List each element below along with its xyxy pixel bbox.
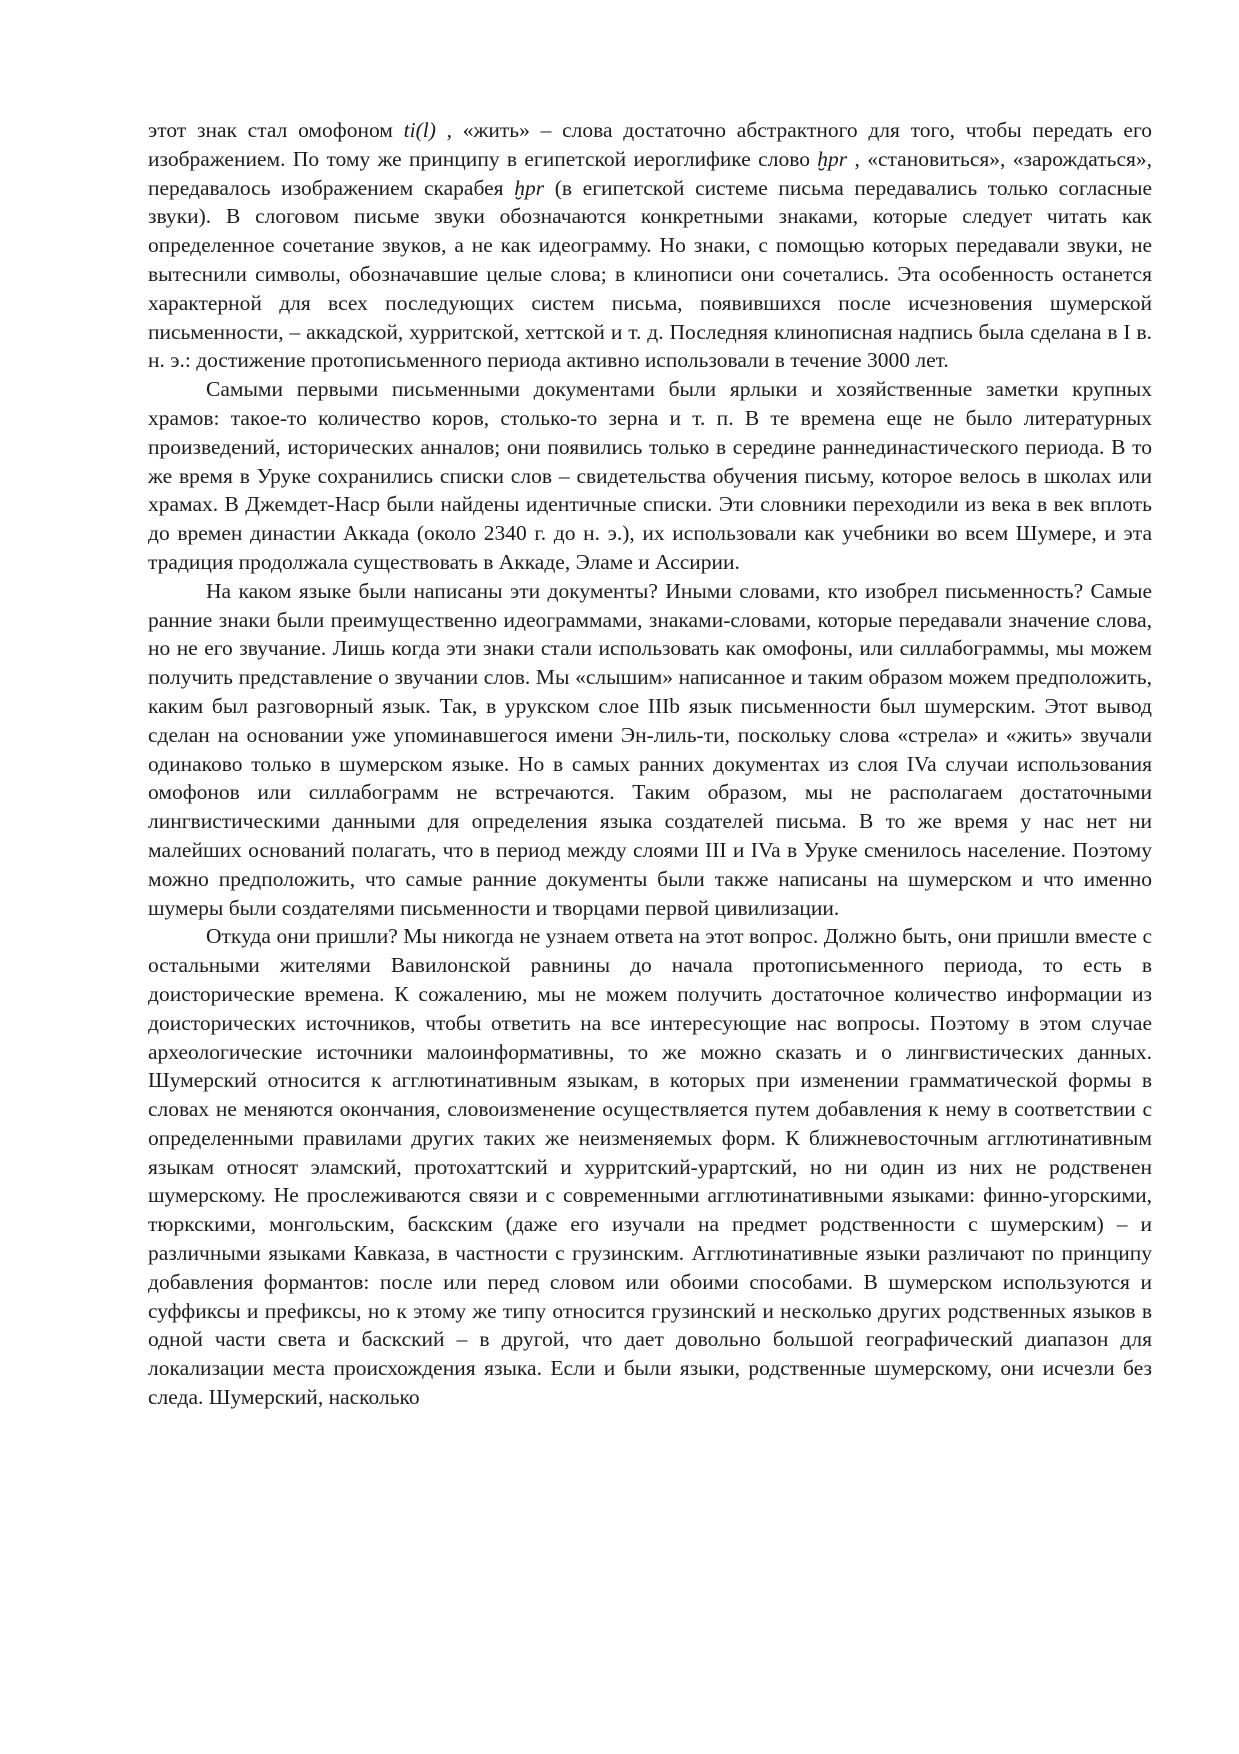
text-segment: На каком языке были написаны эти документы? Иными словами, кто изобрел письменность? Самые ранние знаки были преимущественно идеограммами, знаками-словами, которые передавали значение слова, но не его звучание. Лишь когда эти знаки стали использовать как омофоны, или силлабограммы, мы можем получить представление о звучании слов. Мы «слышим» написанное и таким образом можем предположить, каким был разговорный язык. Так, в урукском слое IIIb язык письменности был шумерским. Этот вывод сделан на основании уже упоминавшегося имени Эн-лиль-ти, поскольку слова «стрела» и «жить» звучали одинаково только в шумерском языке. Но в самых ранних документах из слоя IVa случаи использования омофонов или силлабограмм не встречаются. Таким образом, мы не располагаем достаточными лингвистическими данными для определения языка создателей письма. В то же время у нас нет ни малейших оснований полагать, что в период между слоями III и IVa в Уруке сменилось население. Поэтому можно предположить, что самые ранние документы были также написаны на шумерском и что именно шумеры были создателями письменности и творцами первой цивилизации.	[148, 578, 1152, 920]
transliteration-hpr: ḫpr	[514, 175, 545, 200]
text-segment: Самыми первыми письменными документами были ярлыки и хозяйственные заметки крупных храмов: такое-то количество коров, столько-то зерна и т. п. В те времена еще не было литературных произведений, исторических анналов; они появились только в середине раннединастического периода. В то же время в Уруке сохранились списки слов – свидетельства обучения письму, которое велось в школах или храмах. В Джемдет-Наср были найдены идентичные списки. Эти словники переходили из века в век вплоть до времен династии Аккада (около 2340 г. до н. э.), их использовали как учебники во всем Шумере, и эта традиция продолжала существовать в Аккаде, Эламе и Ассирии.	[148, 377, 1152, 574]
text-segment: , «становиться», «зарождаться», передавалось изображением скарабея	[148, 146, 1152, 200]
document-page	[148, 116, 1152, 1412]
transliteration-til: ti(l)	[403, 118, 436, 142]
text-segment: этот знак стал омофоном	[148, 118, 404, 142]
text-segment: , «жить» – слова достаточно абстрактного для того, чтобы передать его изображением. По тому же принципу в египетской иероглифике слово	[148, 118, 1153, 171]
text-segment: Откуда они пришли? Мы никогда не узнаем ответа на этот вопрос. Должно быть, они пришли вместе с остальными жителями Вавилонской равнины до начала протописьменного периода, то есть в доисторические времена. К сожалению, мы не можем получить достаточное количество информации из доисторических источников, чтобы ответить на все интересующие нас вопросы. Поэтому в этом случае археологические источники малоинформативны, то же можно сказать и о лингвистических данных. Шумерский относится к агглютинативным языкам, в которых при изменении грамматической формы в словах не меняются окончания, словоизменение осуществляется путем добавления к нему в соответствии с определенными правилами других таких же неизменяемых форм. К ближневосточным агглютинативным языкам относят эламский, протохаттский и хурритский-урартский, но ни один из них не родственен шумерскому. Не прослеживаются связи и с современными агглютинативными языками: финно-угорскими, тюркскими, монгольским, баскским (даже его изучали на предмет родственности с шумерским) – и различными языками Кавказа, в частности с грузинским. Агглютинативные языки различают по принципу добавления формантов: после или перед словом или обоими способами. В шумерском используются и суффиксы и префиксы, но к этому же типу относится грузинский и несколько других родственных языков в одной части света и баскский – в другой, что дает довольно большой географический диапазон для локализации места происхождения языка. Если и были языки, родственные шумерскому, они исчезли без следа. Шумерский, насколько	[148, 924, 1152, 1410]
text-segment: (в египетской системе письма передавались только согласные звуки). В слоговом письме звуки обозначаются конкретными знаками, которые следует читать как определенное сочетание звуков, а не как идеограмму. Но знаки, с помощью которых передавали звуки, не вытеснили символы, обозначавшие целые слова; в клинописи они сочетались. Эта особенность останется характерной для всех последующих систем письма, появившихся после исчезновения шумерской письменности, – аккадской, хурритской, хеттской и т. д. Последняя клинописная надпись была сделана в I в. н. э.: достижение протописьменного периода активно использовали в течение 3000 лет.	[148, 175, 1152, 373]
paragraph-1	[148, 116, 1152, 375]
transliteration-hpr: ḫpr	[817, 146, 848, 171]
paragraph-2	[148, 375, 1152, 577]
paragraph-4	[148, 922, 1152, 1412]
paragraph-3	[148, 577, 1152, 923]
